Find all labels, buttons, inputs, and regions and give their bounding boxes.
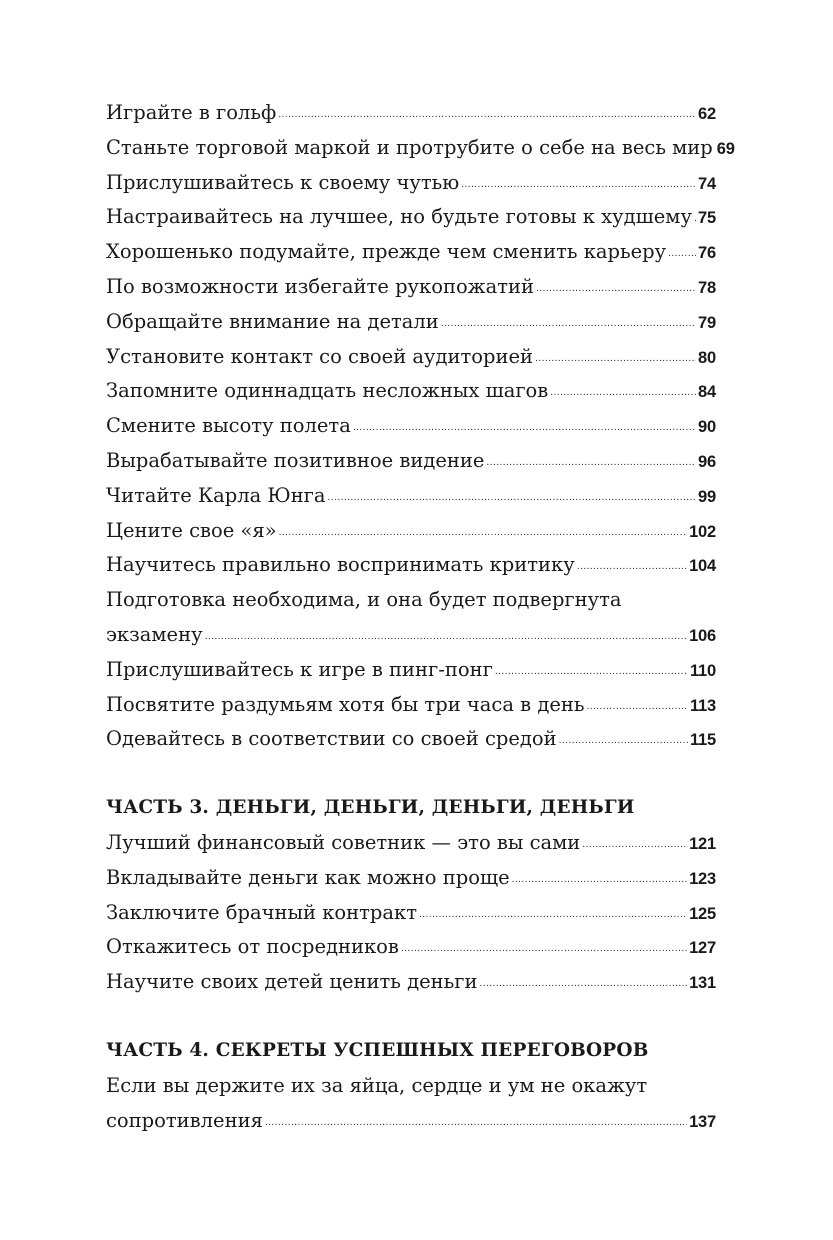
dot-leader (535, 342, 696, 377)
dot-leader (586, 690, 687, 725)
toc-page-number: 75 (698, 209, 716, 228)
table-of-contents (106, 96, 735, 1138)
dot-leader (419, 898, 687, 933)
toc-entry[interactable] (106, 896, 716, 931)
toc-entry-title: Прислушивайтесь к своему чутью (106, 170, 460, 194)
dot-leader (486, 446, 696, 481)
dot-leader (205, 620, 688, 655)
dot-leader (328, 481, 697, 516)
dot-leader (577, 550, 687, 585)
toc-entry[interactable] (106, 653, 716, 688)
part-4-heading[interactable]: ЧАСТЬ 4. СЕКРЕТЫ УСПЕШНЫХ ПЕРЕГОВОРОВ (106, 1039, 649, 1061)
dot-leader (694, 202, 696, 237)
toc-entry[interactable] (106, 479, 716, 514)
toc-entry[interactable] (106, 583, 716, 653)
dot-leader (536, 272, 696, 307)
toc-page-number: 106 (689, 626, 716, 645)
toc-page-number: 127 (689, 939, 716, 958)
toc-entry-title: Прислушивайтесь к игре в пинг-понг (106, 657, 493, 681)
toc-entry[interactable] (106, 166, 716, 201)
toc-entry-title: Научите своих детей ценить деньги (106, 970, 478, 994)
toc-page-number: 76 (698, 244, 716, 263)
toc-entry[interactable] (106, 235, 716, 270)
toc-page-number: 123 (689, 869, 716, 888)
toc-entry-title: Установите контакт со своей аудиторией (106, 344, 534, 368)
dot-leader (582, 828, 687, 863)
dot-leader (512, 863, 687, 898)
toc-page-number: 62 (698, 105, 716, 123)
dot-leader (495, 655, 688, 690)
dot-leader (401, 932, 687, 967)
toc-page-number: 80 (698, 348, 716, 367)
toc-entry-title: Смените высоту полета (106, 414, 351, 438)
toc-entry-title-line-1: Если вы держите их за яйца, сердце и ум не окажут (106, 1073, 648, 1097)
toc-page-number: 125 (689, 904, 716, 923)
toc-page-number: 79 (698, 313, 716, 332)
toc-entry-title: Хорошенько подумайте, прежде чем сменить карьеру (106, 240, 667, 264)
toc-page-number: 99 (698, 487, 716, 506)
toc-entry-title-line-2: экзамену (106, 622, 203, 646)
toc-entry[interactable] (106, 688, 716, 723)
dot-leader (278, 98, 696, 133)
toc-entry[interactable] (106, 965, 716, 1000)
toc-entry-title: Настраивайтесь на лучшее, но будьте готовы к худшему (106, 205, 692, 229)
toc-entry[interactable] (106, 270, 716, 305)
toc-entry-title: Играйте в гольф (106, 101, 277, 124)
toc-page-number: 69 (716, 139, 735, 158)
part-3-heading[interactable]: ЧАСТЬ 3. ДЕНЬГИ, ДЕНЬГИ, ДЕНЬГИ, ДЕНЬГИ (106, 797, 635, 819)
toc-entry[interactable] (106, 444, 716, 479)
toc-entry[interactable] (106, 826, 716, 861)
dot-leader (279, 516, 687, 551)
toc-page-number: 113 (689, 696, 716, 715)
toc-page-number: 115 (689, 731, 716, 750)
toc-entry-title: Вырабатывайте позитивное видение (106, 448, 485, 472)
dot-leader (550, 376, 696, 411)
toc-entry[interactable] (106, 200, 716, 235)
toc-entry[interactable] (106, 722, 716, 757)
toc-entry-title: Одевайтесь в соответствии со своей средой (106, 727, 557, 751)
toc-entry-title-line-2: сопротивления (106, 1108, 263, 1132)
toc-page-number: 131 (689, 974, 716, 993)
toc-entry[interactable] (106, 374, 716, 409)
toc-entry-title: Цените свое «я» (106, 518, 277, 542)
toc-page-number: 137 (689, 1112, 716, 1131)
toc-entry[interactable] (106, 861, 716, 896)
toc-entry-title: Станьте торговой маркой и протрубите о себе на весь мир (106, 135, 713, 159)
toc-page-number: 96 (698, 452, 716, 471)
toc-entry-title: Лучший финансовый советник — это вы сами (106, 830, 581, 854)
toc-page-number: 110 (689, 661, 716, 680)
toc-entry[interactable] (106, 305, 716, 340)
toc-entry-title: Посвятите раздумьям хотя бы три часа в день (106, 692, 585, 716)
toc-entry-title: Запомните одиннадцать несложных шагов (106, 379, 549, 403)
dot-leader (668, 237, 696, 272)
toc-page-number: 78 (698, 278, 716, 297)
dot-leader (353, 411, 696, 446)
dot-leader (265, 1106, 687, 1141)
toc-page-number: 104 (689, 557, 716, 576)
dot-leader (559, 724, 688, 759)
toc-entry[interactable] (106, 548, 716, 583)
toc-entry-title: Откажитесь от посредников (106, 935, 399, 959)
toc-entry[interactable] (106, 514, 716, 549)
toc-entry[interactable] (106, 409, 716, 444)
toc-entry-title: Заключите брачный контракт (106, 900, 417, 924)
toc-page-number: 90 (698, 418, 716, 437)
dot-leader (479, 967, 687, 1002)
toc-entry-title: Вкладывайте деньги как можно проще (106, 865, 510, 889)
toc-page-number: 74 (698, 174, 716, 193)
dot-leader (441, 307, 696, 342)
toc-entry[interactable] (106, 96, 716, 131)
toc-entry-title: Научитесь правильно воспринимать критику (106, 553, 575, 577)
toc-entry[interactable] (106, 131, 735, 166)
toc-page-number: 102 (689, 522, 716, 541)
toc-entry-title: Читайте Карла Юнга (106, 483, 326, 507)
toc-page-number: 121 (689, 834, 716, 853)
toc-entry-title: По возможности избегайте рукопожатий (106, 274, 535, 298)
dot-leader (461, 168, 696, 203)
toc-entry[interactable] (106, 930, 716, 965)
toc-entry-title-line-1: Подготовка необходима, и она будет подвергнута (106, 588, 622, 612)
toc-entry[interactable] (106, 340, 716, 375)
toc-page-number: 84 (698, 383, 716, 402)
toc-entry[interactable] (106, 1069, 716, 1139)
toc-entry-title: Обращайте внимание на детали (106, 309, 439, 333)
